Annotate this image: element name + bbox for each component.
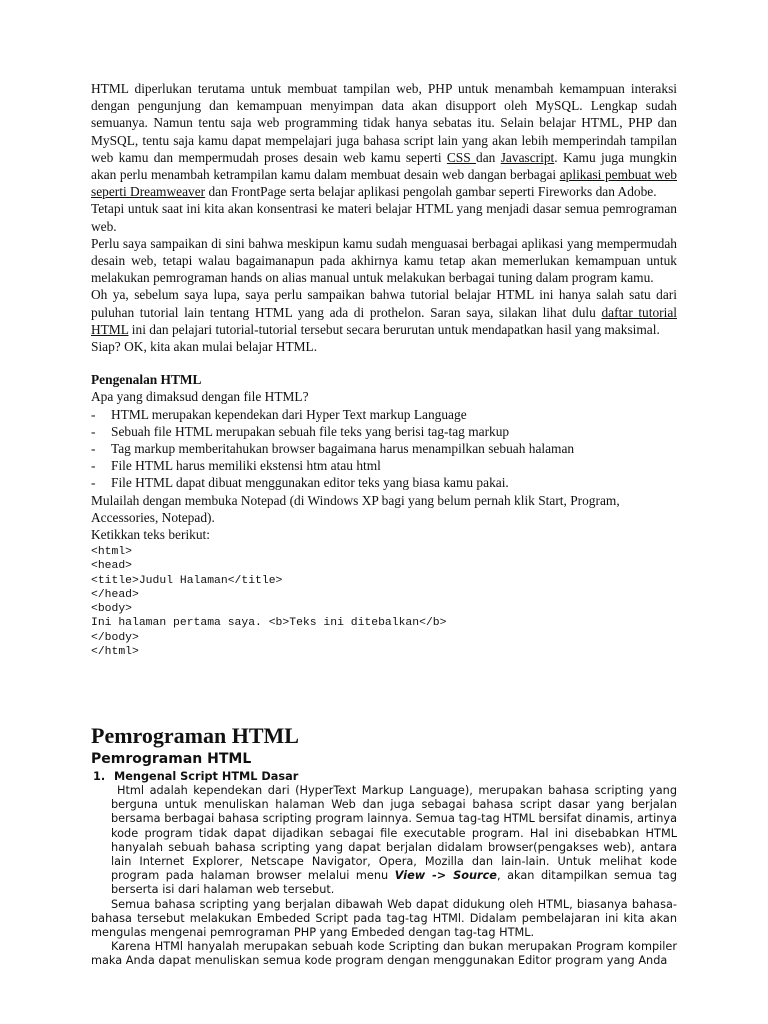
intro-paragraph-5: Siap? OK, kita akan mulai belajar HTML. <box>91 339 318 355</box>
body-paragraph-3: Karena HTMl hanyalah merupakan sebuah kode Scripting dan bukan merupakan Program kompiler maka Anda dapat menuliskan semua kode program dengan menggunakan Editor program yang Anda <box>91 940 677 968</box>
daftar-tutorial-link[interactable]: daftar tutorial HTML <box>91 304 677 337</box>
text-run: , akan ditampilkan semua tag berserta isi dari halaman web tersebut. <box>111 869 677 897</box>
javascript-link[interactable]: Javascript <box>500 149 555 165</box>
list-item: - File HTML dapat dibuat menggunakan editor teks yang biasa kamu pakai. <box>91 474 677 491</box>
pengenalan-heading: Pengenalan HTML <box>91 372 202 388</box>
section-big-title: Pemrograman HTML <box>91 722 299 748</box>
intro-paragraph-4 <box>91 286 677 338</box>
list-item: - HTML merupakan kependekan dari Hyper Text markup Language <box>91 406 677 423</box>
intro-paragraph-3: Perlu saya sampaikan di sini bahwa meskipun kamu sudah menguasai berbagai aplikasi yang mempermudah desain web, tetapi walau bagaimanapun pada akhirnya kamu tetap akan memerlukan kemampuan untuk melakukan pemrograman hands on alias manual untuk melakukan berbagai tuning dalam program kamu. <box>91 235 677 286</box>
list-item: - Tag markup memberitahukan browser bagaimana harus menampilkan sebuah halaman <box>91 440 677 457</box>
intro-paragraph-2: Tetapi untuk saat ini kita akan konsentrasi ke materi belajar HTML yang menjadi dasar semua pemrograman web. <box>91 201 677 234</box>
intro-section <box>91 80 677 355</box>
document-page <box>91 80 677 969</box>
pemrograman-section <box>91 723 677 969</box>
list-item: - Sebuah file HTML merupakan sebuah file teks yang berisi tag-tag markup <box>91 423 677 440</box>
heading-number: 1. <box>93 769 106 783</box>
pengenalan-section <box>91 371 677 659</box>
section-sub-title: Pemrograman HTML <box>91 750 252 767</box>
numbered-heading <box>91 770 677 784</box>
text-run: HTML diperlukan terutama untuk membuat tampilan web, PHP untuk menambah kemampuan interaksi dengan pengunjung dan kemampuan menyimpan data akan disupport oleh MySQL. Lengkap sudah semuanya. Namun tentu saja web programming tidak hanya sebatas itu. Selain belajar HTML, PHP dan MySQL, tentu saja kamu dapat mempelajari juga bahasa script lain yang akan lebih memperindah tampilan web kamu dan mempermudah proses desain web kamu seperti <box>91 81 677 165</box>
list-item: - File HTML harus memiliki ekstensi htm atau html <box>91 457 677 474</box>
text-run: dan <box>476 149 501 165</box>
intro-paragraph-1 <box>91 80 677 200</box>
ketikkan-label: Ketikkan teks berikut: <box>91 527 210 543</box>
text-run: Oh ya, sebelum saya lupa, saya perlu sampaikan bahwa tutorial belajar HTML ini hanya salah satu dari puluhan tutorial lain tentang HTML yang ada di prothelon. Saran saya, silakan lihat dulu <box>91 287 677 320</box>
heading-text: Mengenal Script HTML Dasar <box>114 769 299 783</box>
view-source-menu: View -> Source <box>394 869 497 883</box>
script-html-body-continued <box>91 898 677 969</box>
dreamweaver-link[interactable]: aplikasi pembuat web seperti Dreamweaver <box>91 167 677 200</box>
script-html-body <box>91 784 677 898</box>
css-link[interactable]: CSS <box>446 149 477 165</box>
text-run: ini dan pelajari tutorial-tutorial tersebut secara berurutan untuk mendapatkan hasil yang maksimal. <box>128 321 660 337</box>
body-paragraph-1 <box>111 784 677 898</box>
pengenalan-list <box>91 406 677 492</box>
pengenalan-question: Apa yang dimaksud dengan file HTML? <box>91 389 309 405</box>
html-code-block: <html> <head> <title>Judul Halaman</title> </head> <body> Ini halaman pertama saya. <b>Teks ini ditebalkan</b> </body> </html> <box>91 546 447 658</box>
body-paragraph-2: Semua bahasa scripting yang berjalan dibawah Web dapat didukung oleh HTML, biasanya bahasa-bahasa tersebut melakukan Embeded Script pada tag-tag HTMl. Didalam pembelajaran ini kita akan mengulas mengenai pemrograman PHP yang Embeded dengan tag-tag HTML. <box>91 897 677 939</box>
text-run: . Kamu juga mungkin akan perlu menambah ketrampilan kamu dalam membuat desain web dangan berbagai <box>91 149 677 183</box>
text-run: Html adalah kependekan dari (HyperText Markup Language), merupakan bahasa scripting yang berguna untuk menuliskan halaman Web dan juga sebagai bahasa script dasar yang berjalan bersama berbagai bahasa scripting program lainnya. Semua tag-tag HTML bersifat dinamis, artinya kode program tidak dapat dijadikan sebagai file executable program. Hal ini disebabkan HTML hanyalah sebuah bahasa scripting yang dapat berjalan didalam browser(pengakses web), antara lain Internet Explorer, Netscape Navigator, Opera, Mozilla dan lain-lain. Untuk melihat kode program pada halaman browser melalui menu <box>111 783 677 883</box>
notepad-instruction: Mulailah dengan membuka Notepad (di Windows XP bagi yang belum pernah klik Start, Program, Accessories, Notepad). <box>91 492 620 525</box>
text-run: dan FrontPage serta belajar aplikasi pengolah gambar seperti Fireworks dan Adobe. <box>205 184 657 200</box>
